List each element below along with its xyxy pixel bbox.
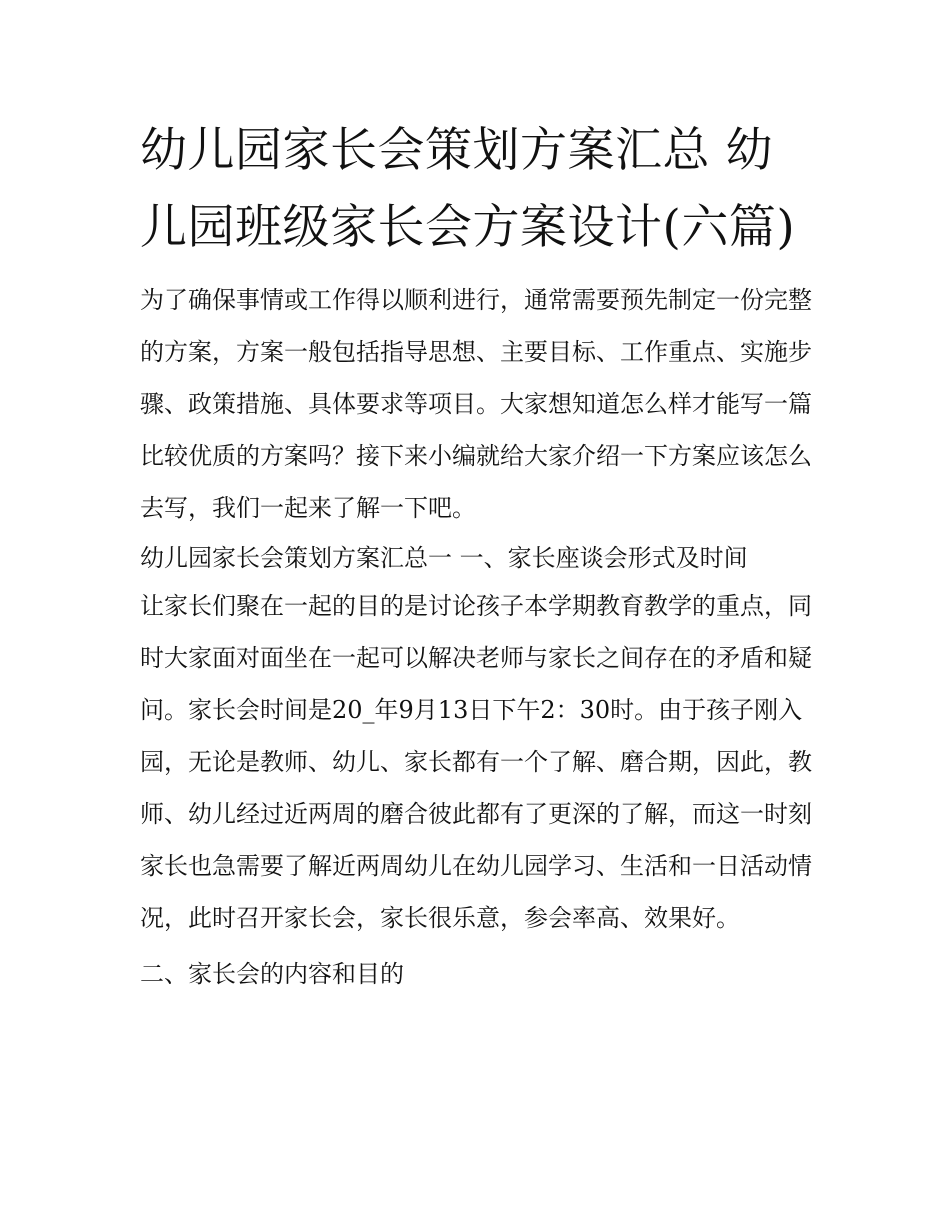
section-one-body: 让家长们聚在一起的目的是讨论孩子本学期教育教学的重点，同时大家面对面坐在一起可以解决老师与家长之间存在的矛盾和疑问。家长会时间是20_年9月13日下午2：30时。由于孩子刚入园，无论是教师、幼儿、家长都有一个了解、磨合期，因此，教师、幼儿经过近两周的磨合彼此都有了更深的了解，而这一时刻家长也急需要了解近两周幼儿在幼儿园学习、生活和一日活动情况，此时召开家长会，家长很乐意，参会率高、效果好。: [140, 592, 812, 932]
document-page: [140, 112, 820, 1000]
section-two-heading: 二、家长会的内容和目的: [140, 960, 404, 988]
section-one-heading: 幼儿园家长会策划方案汇总一 一、家长座谈会形式及时间: [140, 544, 748, 572]
document-title: 幼儿园家长会策划方案汇总 幼儿园班级家长会方案设计(六篇): [140, 123, 796, 255]
intro-paragraph: 为了确保事情或工作得以顺利进行，通常需要预先制定一份完整的方案，方案一般包括指导思想、主要目标、工作重点、实施步骤、政策措施、具体要求等项目。大家想知道怎么样才能写一篇比较优质的方案吗？接下来小编就给大家介绍一下方案应该怎么去写，我们一起来了解一下吧。: [140, 286, 812, 522]
